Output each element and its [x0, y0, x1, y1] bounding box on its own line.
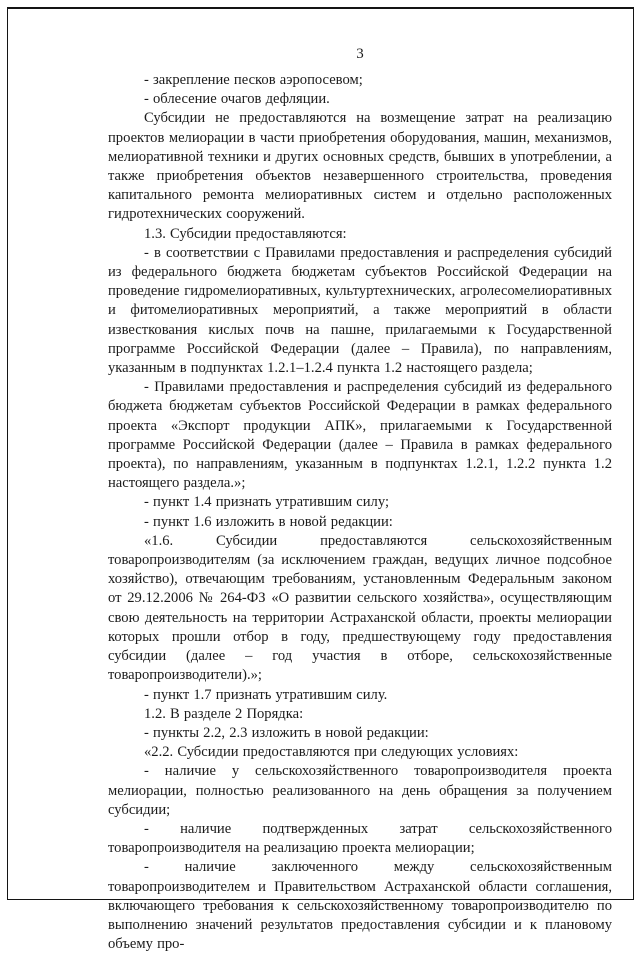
paragraph: 1.3. Субсидии предоставляются: [144, 225, 347, 242]
paragraph: - закрепление песков аэропосевом; [144, 72, 363, 88]
paragraph: «2.2. Субсидии предоставляются при следующих условиях: [144, 744, 519, 761]
paragraph: - наличие заключенного между сельскохозяйственным товаропроизводителем и Правительством Астраханской области соглашения, включающего требования к сельскохозяйственному товаропроизводителю по выполнению значений результатов предоставления субсидии и к плановому объему про- [108, 859, 612, 953]
document-body [108, 71, 612, 954]
paragraph: - наличие у сельскохозяйственного товаропроизводителя проекта мелиорации, полностью реализованного на день обращения за получением субсидии; [108, 763, 612, 818]
page-number: 3 [356, 46, 364, 62]
paragraph: Субсидии не предоставляются на возмещение затрат на реализацию проектов мелиорации в части приобретения оборудования, машин, механизмов, мелиоративной техники и других основных средств, бывших в употреблении, а также приобретения объектов незавершенного строительства, проведения капитального ремонта мелиоративных систем и отдельно расположенных гидротехнических сооружений. [108, 110, 612, 223]
paragraph: - пункт 1.6 изложить в новой редакции: [144, 513, 393, 530]
paragraph: - пункт 1.4 признать утратившим силу; [144, 494, 389, 511]
paragraph: «1.6. Субсидии предоставляются сельскохозяйственным товаропроизводителям (за исключением граждан, ведущих личное подсобное хозяйство), отвечающим требованиям, установленным Федеральным законом от 29.12.2006 № 264-ФЗ «О развитии сельского хозяйства», осуществляющим свою деятельность на территории Астраханской области, проекты мелиорации которых прошли отбор в году, предшествующему году предоставления субсидии (далее – год участия в отборе, сельскохозяйственные товаропроизводители).»; [108, 532, 612, 684]
paragraph: - пункт 1.7 признать утратившим силу. [144, 686, 388, 703]
paragraph: - в соответствии с Правилами предоставления и распределения субсидий из федерального бюджета бюджетам субъектов Российской Федерации на проведение гидромелиоративных, культуртехнических, агролесомелиоративных и фитомелиоративных мероприятий, а также мероприятий в области известкования кислых почв на пашне, прилагаемыми к Государственной программе Российской Федерации (далее – Правила), по направлениям, указанным в подпунктах 1.2.1–1.2.4 пункта 1.2 настоящего раздела; [108, 244, 612, 377]
paragraph: - пункты 2.2, 2.3 изложить в новой редакции: [144, 724, 429, 741]
paragraph: - облесение очагов дефляции. [144, 91, 330, 108]
paragraph: 1.2. В разделе 2 Порядка: [144, 705, 304, 722]
paragraph: - Правилами предоставления и распределения субсидий из федерального бюджета бюджетам субъектов Российской Федерации в рамках федерального проекта «Экспорт продукции АПК», прилагаемыми к Государственной программе Российской Федерации (далее – Правила в рамках федерального проекта), по направлениям, указанным в подпунктах 1.2.1, 1.2.2 пункта 1.2 настоящего раздела.»; [108, 379, 612, 492]
paragraph: - наличие подтвержденных затрат сельскохозяйственного товаропроизводителя на реализацию проекта мелиорации; [108, 820, 612, 857]
